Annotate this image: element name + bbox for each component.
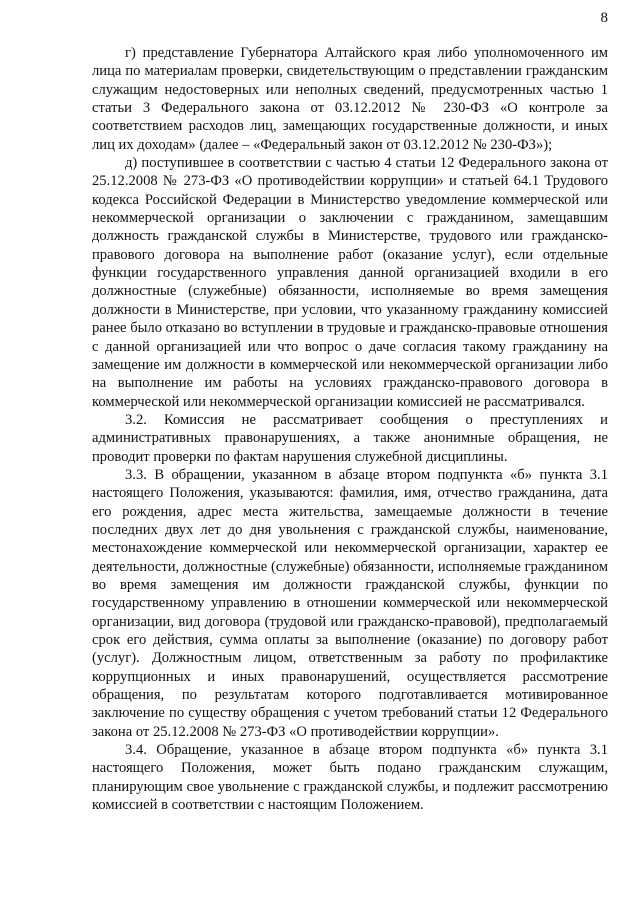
page-number: 8	[600, 10, 608, 26]
document-body	[92, 44, 608, 814]
paragraph-3-4: 3.4. Обращение, указанное в абзаце втором подпункта «б» пункта 3.1 настоящего Положения, может быть подано гражданским служащим, планирующим свое увольнение с гражданской службы, и подлежит рассмотрению комиссией в соответствии с настоящим Положением.	[92, 742, 608, 814]
paragraph-item-d: д) поступившее в соответствии с частью 4 статьи 12 Федерального закона от 25.12.2008 № 273-ФЗ «О противодействии коррупции» и статьей 64.1 Трудового кодекса Российской Федерации в Министерство уведомление коммерческой или некоммерческой организации о заключении с гражданином, замещавшим должность гражданской службы в Министерстве, трудового или гражданско-правового договора на выполнение работ (оказание услуг), если отдельные функции государственного управления данной организацией входили в его должностные (служебные) обязанности, исполняемые во время замещения должности в Министерстве, при условии, что указанному гражданину комиссией ранее было отказано во вступлении в трудовые и гражданско-правовые отношения с данной организацией или что вопрос о даче согласия такому гражданину на замещение им должности в коммерческой или некоммерческой организации либо на выполнение им работы на условиях гражданско-правового договора в коммерческой или некоммерческой организации комиссией не рассматривался.	[92, 155, 608, 410]
paragraph-3-2: 3.2. Комиссия не рассматривает сообщения о преступлениях и административных правонарушениях, а также анонимные обращения, не проводит проверки по фактам нарушения служебной дисциплины.	[92, 411, 608, 465]
paragraph-item-g: г) представление Губернатора Алтайского края либо уполномоченного им лица по материалам проверки, свидетельствующим о представлении гражданским служащим недостоверных или неполных сведений, предусмотренных частью 1 статьи 3 Федерального закона от 03.12.2012 № 230-ФЗ «О контроле за соответствием расходов лиц, замещающих государственные должности, и иных лиц их доходам» (далее – «Федеральный закон от 03.12.2012 № 230-ФЗ»);	[92, 45, 608, 153]
paragraph-3-3: 3.3. В обращении, указанном в абзаце втором подпункта «б» пункта 3.1 настоящего Положения, указываются: фамилия, имя, отчество гражданина, дата его рождения, адрес места жительства, замещаемые должности в течение последних двух лет до дня увольнения с гражданской службы, наименование, местонахождение коммерческой или некоммерческой организации, характер ее деятельности, должностные (служебные) обязанности, исполняемые гражданином во время замещения им должности гражданской службы, функции по государственному управлению в отношении коммерческой или некоммерческой организации, вид договора (трудовой или гражданско-правовой), предполагаемый срок его действия, сумма оплаты за выполнение (оказание) по договору работ (услуг). Должностным лицом, ответственным за работу по профилактике коррупционных и иных правонарушений, осуществляется рассмотрение обращения, по результатам которого подготавливается мотивированное заключение по существу обращения с учетом требований статьи 12 Федерального закона от 25.12.2008 № 273-ФЗ «О противодействии коррупции».	[92, 466, 608, 740]
